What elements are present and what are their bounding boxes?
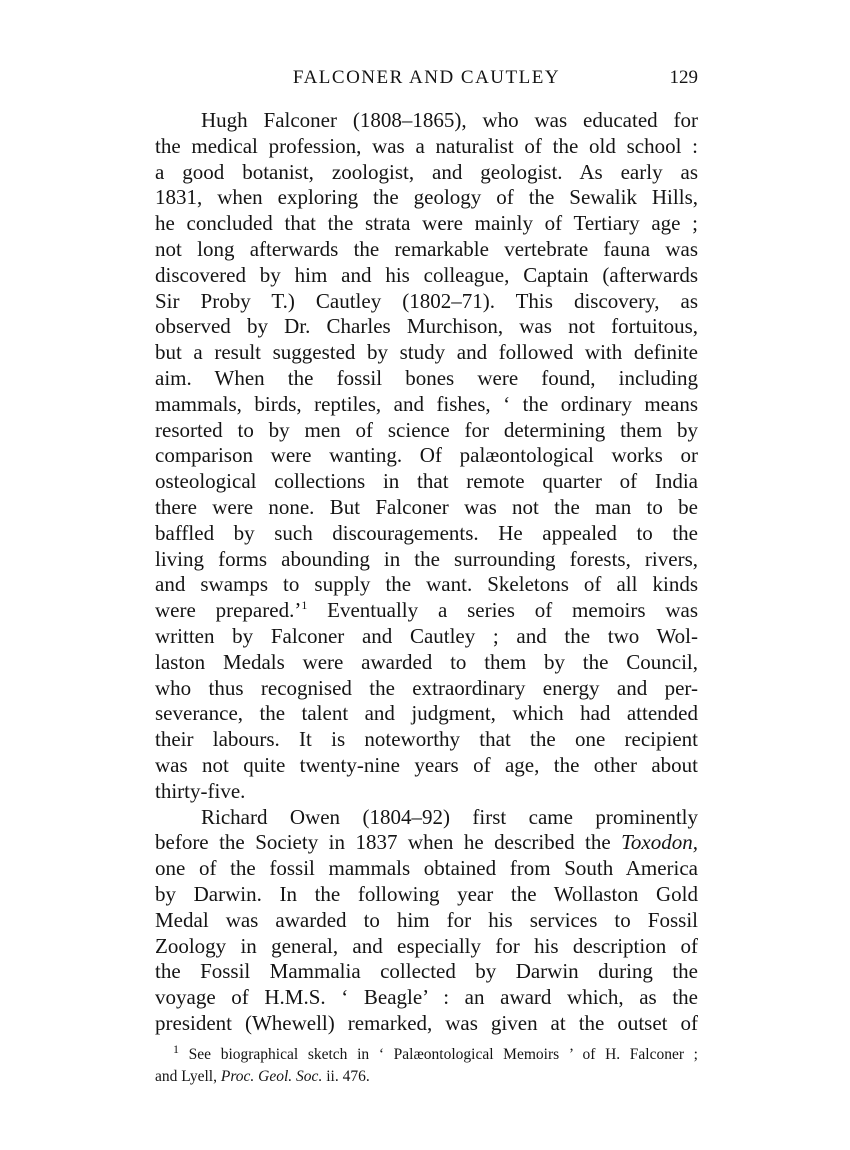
body-text [155,108,698,1037]
text-fragment: and Lyell, [155,1068,221,1085]
text-line: comparison were wanting. Of palæontological works or [155,443,698,468]
text-line: one of the fossil mammals obtained from South America [155,856,698,881]
text-line: Medal was awarded to him for his services to Fossil [155,907,698,932]
running-head [155,64,698,92]
text-line: mammals, birds, reptiles, and fishes, ‘ the ordinary means [155,391,698,416]
text-line: their labours. It is noteworthy that the one recipient [155,727,698,752]
text-line: the medical profession, was a naturalist of the old school : [155,133,698,158]
text-line: laston Medals were awarded to them by the Council, [155,649,698,674]
text-line: severance, the talent and judgment, which had attended [155,701,698,726]
text-line: resorted to by men of science for determining them by [155,417,698,442]
running-title: FALCONER AND CAUTLEY [292,67,561,88]
footnotes [155,1041,698,1088]
text-line: Richard Owen (1804–92) first came prominently [201,804,698,829]
italic-citation: Proc. Geol. Soc. [220,1068,323,1085]
text-line: written by Falconer and Cautley ; and the two Wol- [155,623,698,648]
text-line-with-italic [155,830,698,856]
text-line: president (Whewell) remarked, was given at the outset of [155,1010,698,1035]
text-line: Sir Proby T.) Cautley (1802–71). This discovery, as [155,288,698,313]
footnote-line [155,1066,698,1088]
text-line: but a result suggested by study and followed with definite [155,340,698,365]
footnote-line [155,1041,698,1066]
text-line: thirty-five. [155,778,246,803]
text-line: osteological collections in that remote quarter of India [155,469,698,494]
text-line: was not quite twenty-nine years of age, the other about [155,752,698,777]
footnote-marker: 1 [173,1041,179,1056]
text-fragment: before the Society in 1837 when he described the [155,830,622,855]
text-fragment: See biographical sketch in ‘ Palæontological Memoirs ’ of H. Falconer ; [179,1046,698,1063]
text-line: who thus recognised the extraordinary energy and per- [155,675,698,700]
text-line: and swamps to supply the want. Skeletons of all kinds [155,572,698,597]
text-line: observed by Dr. Charles Murchison, was not fortuitous, [155,314,698,339]
text-fragment: were prepared.’ [155,598,302,623]
text-line: there were none. But Falconer was not the man to be [155,494,698,519]
page-number: 129 [669,67,698,88]
footnote-reference[interactable]: 1 [301,598,308,613]
text-line: Zoology in general, and especially for his description of [155,933,698,958]
text-line: not long afterwards the remarkable vertebrate fauna was [155,236,698,261]
text-line: he concluded that the strata were mainly of Tertiary age ; [155,211,698,236]
text-line: voyage of H.M.S. ‘ Beagle’ : an award which, as the [155,985,698,1010]
text-line: a good botanist, zoologist, and geologist. As early as [155,159,698,184]
text-line: the Fossil Mammalia collected by Darwin during the [155,959,698,984]
text-line: Hugh Falconer (1808–1865), who was educated for [201,108,698,132]
text-line: aim. When the fossil bones were found, including [155,365,698,390]
text-line: by Darwin. In the following year the Wollaston Gold [155,881,698,906]
text-fragment: ii. 476. [322,1068,370,1085]
text-line: 1831, when exploring the geology of the Sewalik Hills, [155,185,698,210]
text-line-with-footnote-ref [155,598,698,624]
text-line: living forms abounding in the surrounding forests, rivers, [155,546,698,571]
text-fragment: Eventually a series of memoirs was [307,598,699,623]
text-line: baffled by such discouragements. He appealed to the [155,520,698,545]
italic-taxon: Toxodon, [621,830,698,855]
text-line: discovered by him and his colleague, Captain (afterwards [155,262,698,287]
